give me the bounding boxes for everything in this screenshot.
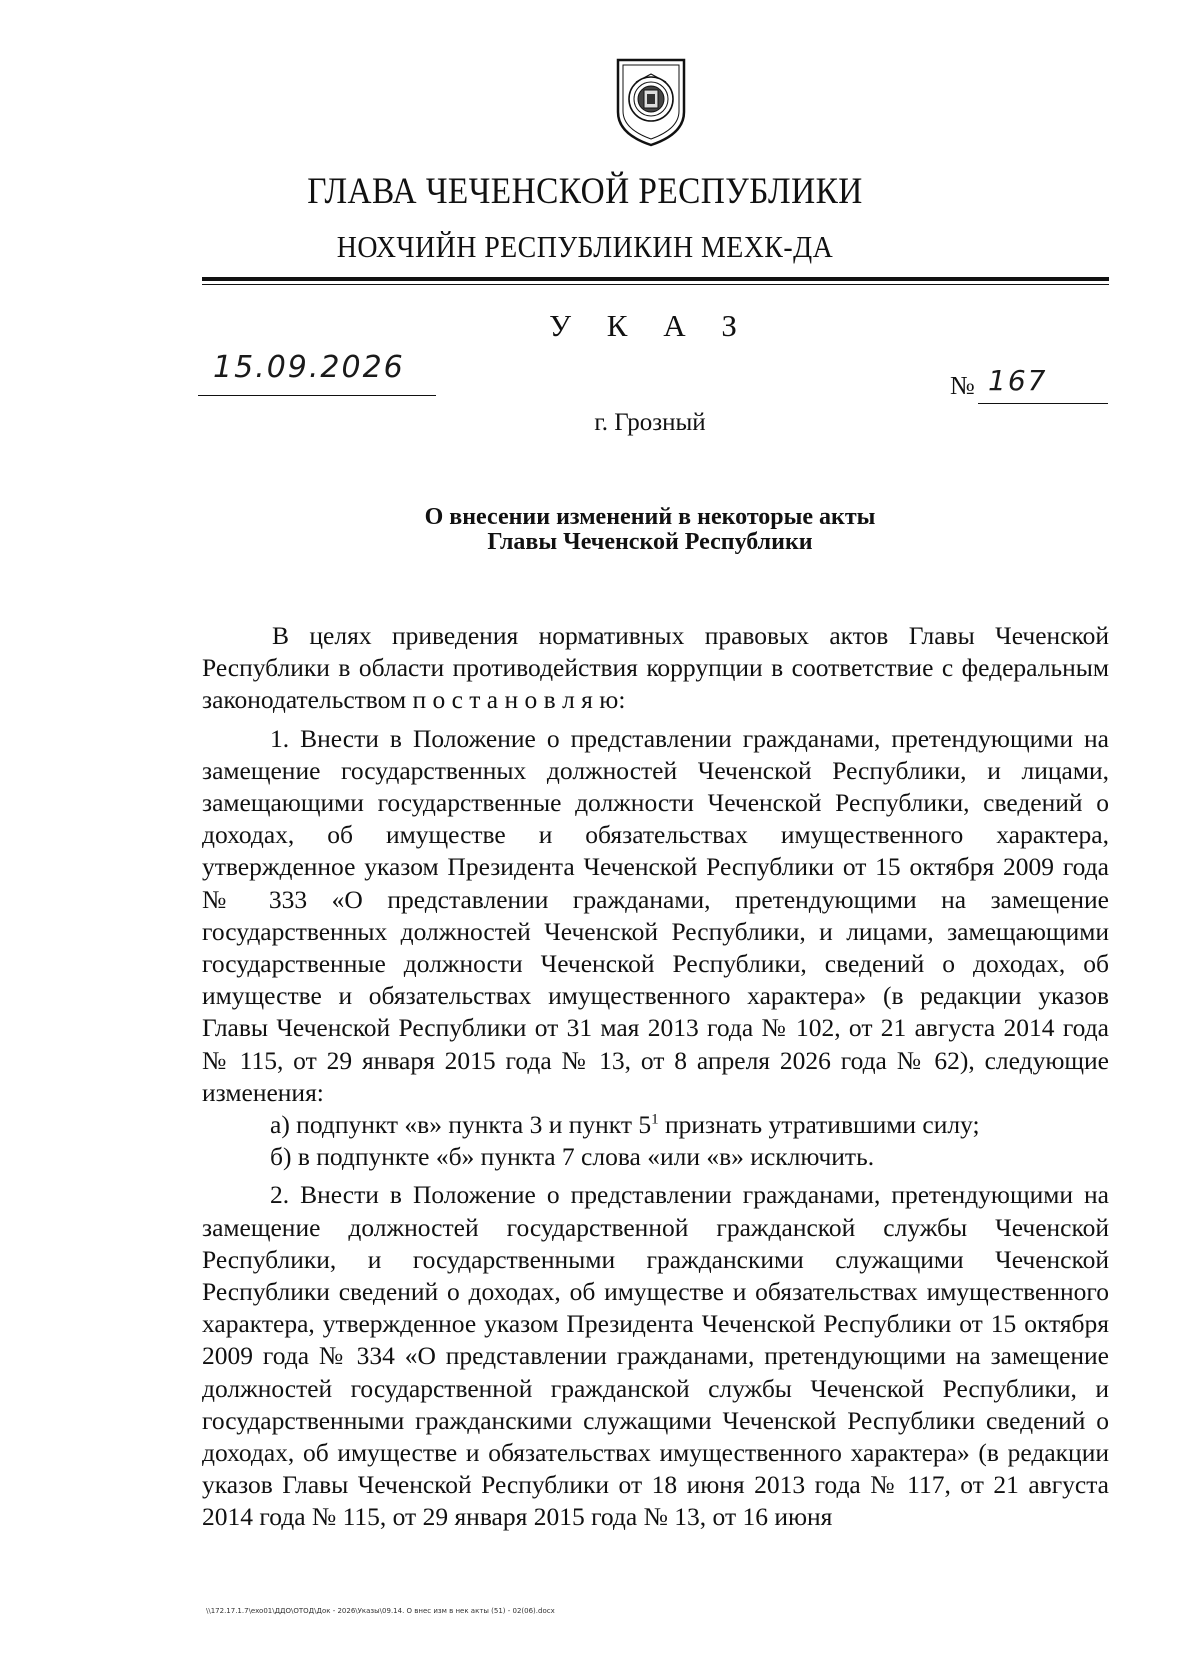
item-1-paragraph: 1. Внести в Положение о представлении гражданами, претендующими на замещение государственных должностей Чеченской Республики, и лицами, замещающими государственные должности Чеченской Республики, сведений о доходах, об имуществе и обязательствах имущественного характера, утвержденное указом Президента Чеченской Республики от 15 октября 2009 года № 333 «О представлении гражданами, претендующими на замещение государственных должностей Чеченской Республики, и лицами, замещающими государственные должности Чеченской Республики, сведений о доходах, об имуществе и обязательствах имущественного характера» (в редакции указов Главы Чеченской Республики от 31 мая 2013 года № 102, от 21 августа 2014 года № 115, от 29 января 2015 года № 13, от 8 апреля 2026 года № 62), следующие изменения: — [202, 723, 1109, 1107]
item-2-paragraph: 2. Внести в Положение о представлении гражданами, претендующими на замещение должностей государственной гражданской службы Чеченской Республики, и государственными гражданскими служащими Чеченской Республики сведений о доходах, об имуществе и обязательствах имущественного характера, утвержденное указом Президента Чеченской Республики от 15 октября 2009 года № 334 «О представлении гражданами, претендующими на замещение должностей государственной гражданской службы Чеченской Республики, и государственными гражданскими служащими Чеченской Республики сведений о доходах, об имуществе и обязательствах имущественного характера» (в редакции указов Главы Чеченской Республики от 18 июня 2013 года № 117, от 21 августа 2014 года № 115, от 29 января 2015 года № 13, от 16 июня — [202, 1180, 1109, 1532]
preamble-paragraph — [202, 620, 1109, 717]
title-line-1: О внесении изменений в некоторые акты — [424, 504, 876, 530]
item-1a-text-end: признать утратившими силу; — [658, 1110, 980, 1140]
header-rule-thick — [202, 277, 1109, 281]
header-line-russian: ГЛАВА ЧЕЧЕНСКОЙ РЕСПУБЛИКИ — [307, 171, 863, 212]
document-body — [202, 620, 1109, 1540]
document-number: 167 — [988, 364, 1048, 397]
item-1b-paragraph: б) в подпункте «б» пункта 7 слова «или «в» исключить. — [270, 1142, 875, 1172]
file-path-footer: \\172.17.1.7\exo01\ДДО\ОТОД\Док - 2026\Указы\09.14. О внес изм в нек акты (51) - 02(06).docx — [206, 1607, 555, 1615]
document-type: У К А З — [549, 308, 751, 343]
document-city: г. Грозный — [594, 409, 706, 436]
coat-of-arms-emblem — [614, 56, 688, 148]
item-1a-text: а) подпункт «в» пункта 3 и пункт 5 — [270, 1110, 652, 1140]
document-date: 15.09.2026 — [213, 350, 405, 385]
preamble-text: В целях приведения нормативных правовых актов Главы Чеченской Республики в области противодействия коррупции в соответствие с федеральным законодательством — [202, 621, 1109, 715]
number-underline — [978, 403, 1108, 404]
title-line-2: Главы Чеченской Республики — [487, 529, 813, 555]
item-1a-paragraph — [202, 1109, 1109, 1141]
date-underline — [198, 395, 436, 396]
decree-word: п о с т а н о в л я ю: — [412, 685, 626, 715]
header-rule-thin — [202, 284, 1109, 285]
document-title — [250, 505, 1050, 555]
header-line-chechen: НОХЧИЙН РЕСПУБЛИКИН МЕХК-ДА — [336, 229, 834, 264]
number-sign: № — [950, 371, 975, 400]
item-1a-superscript: 1 — [651, 1111, 659, 1128]
